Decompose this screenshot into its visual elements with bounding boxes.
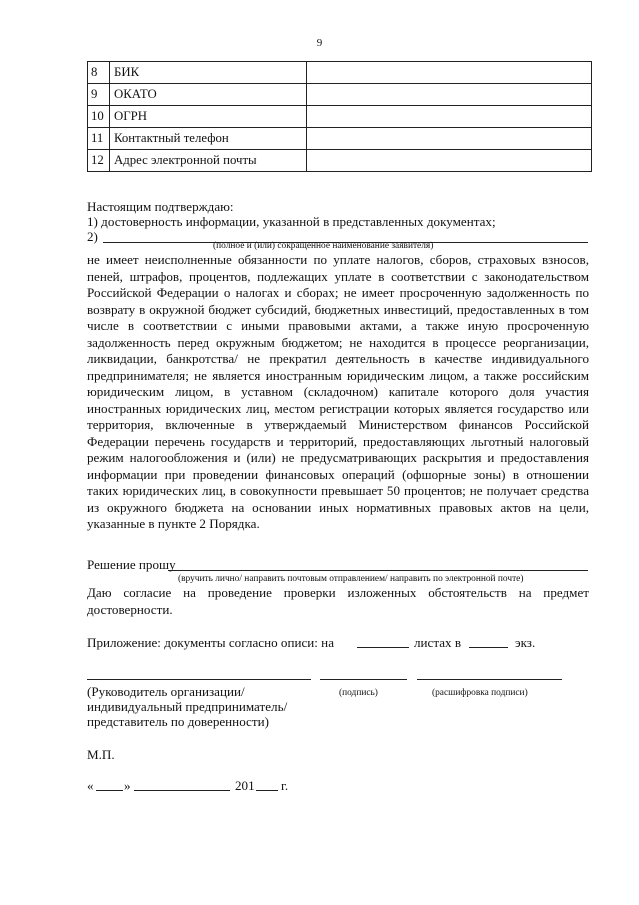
- confirm-item-1: 1) достоверность информации, указанной в представленных документах;: [87, 214, 496, 229]
- signature-decode-caption: (расшифровка подписи): [432, 688, 528, 698]
- table-row: [88, 84, 592, 106]
- decision-caption: (вручить лично/ направить почтовым отправлением/ направить по электронной почте): [178, 574, 524, 584]
- row-number: 9: [88, 84, 110, 106]
- signature-line: [320, 679, 407, 680]
- stamp-place: М.П.: [87, 747, 115, 762]
- row-value: [307, 128, 592, 150]
- row-number: 10: [88, 106, 110, 128]
- row-label: ОГРН: [110, 106, 307, 128]
- table-row: [88, 128, 592, 150]
- row-label: ОКАТО: [110, 84, 307, 106]
- role-line-1: (Руководитель организации/: [87, 684, 245, 699]
- decision-label: Решение прошу: [87, 557, 176, 572]
- row-number: 12: [88, 150, 110, 172]
- consent-text: Даю согласие на проведение проверки изложенных обстоятельств на предмет достоверности.: [87, 585, 589, 617]
- table-row: [88, 150, 592, 172]
- confirm-item-2-number: 2): [87, 229, 98, 244]
- confirm-heading: Настоящим подтверждаю:: [87, 199, 234, 214]
- info-table: [87, 61, 592, 172]
- applicant-name-caption: (полное и (или) сокращенное наименование заявителя): [213, 241, 434, 251]
- attachment-suffix: экз.: [515, 635, 536, 650]
- decision-line: [168, 570, 588, 571]
- attachment-pages-line: [357, 647, 409, 648]
- date-month-line: [134, 790, 230, 791]
- attachment-prefix: Приложение: документы согласно описи: на: [87, 635, 335, 650]
- row-number: 8: [88, 62, 110, 84]
- date-open-quote: «: [87, 778, 94, 793]
- date-year-line: [256, 790, 278, 791]
- row-label: Контактный телефон: [110, 128, 307, 150]
- date-close-quote: »: [124, 778, 131, 793]
- row-number: 11: [88, 128, 110, 150]
- signature-caption: (подпись): [339, 688, 378, 698]
- main-paragraph: не имеет неисполненные обязанности по уплате налогов, сборов, страховых взносов, пеней, штрафов, процентов, подлежащих уплате в соответствии с законодательством Российской Федерации о налогах и сборах; не имеет просроченную задолженность по возврату в окружной бюджет субсидий, бюджетных инвестиций, предоставленных в том числе в соответствии с иными правовыми актами, а также иную просроченную задолженность перед окружным бюджетом; не находится в процессе реорганизации, ликвидации, банкротства/ не прекратил деятельность в качестве индивидуального предпринимателя; не является иностранным юридическим лицом, а также российским юридическим лицом, в уставном (складочном) капитале которого доля участия иностранных юридических лиц, местом регистрации которых является государство или территория, включенные в утверждаемый Министерством финансов Российской Федерации перечень государств и территорий, предоставляющих льготный налоговый режим налогообложения и (или) не предусматривающих раскрытия и предоставления информации при проведении финансовых операций (офшорные зоны) в отношении таких юридических лиц, в совокупности превышает 50 процентов; не получает средства из окружного бюджета на основании иных нормативных правовых актов на цели, указанные в пункте 2 Порядка.: [87, 252, 589, 531]
- row-value: [307, 150, 592, 172]
- row-value: [307, 62, 592, 84]
- attachment-copies-line: [469, 647, 508, 648]
- date-year-prefix: 201: [235, 778, 255, 793]
- date-year-suffix: г.: [281, 778, 289, 793]
- page-number: 9: [316, 37, 323, 49]
- role-line-3: представитель по доверенности): [87, 714, 269, 729]
- date-day-line: [96, 790, 123, 791]
- row-label: БИК: [110, 62, 307, 84]
- table-row: [88, 62, 592, 84]
- signature-decode-line: [417, 679, 562, 680]
- table-row: [88, 106, 592, 128]
- row-label: Адрес электронной почты: [110, 150, 307, 172]
- role-line: [87, 679, 311, 680]
- row-value: [307, 84, 592, 106]
- role-line-2: индивидуальный предприниматель/: [87, 699, 288, 714]
- row-value: [307, 106, 592, 128]
- attachment-middle: листах в: [414, 635, 462, 650]
